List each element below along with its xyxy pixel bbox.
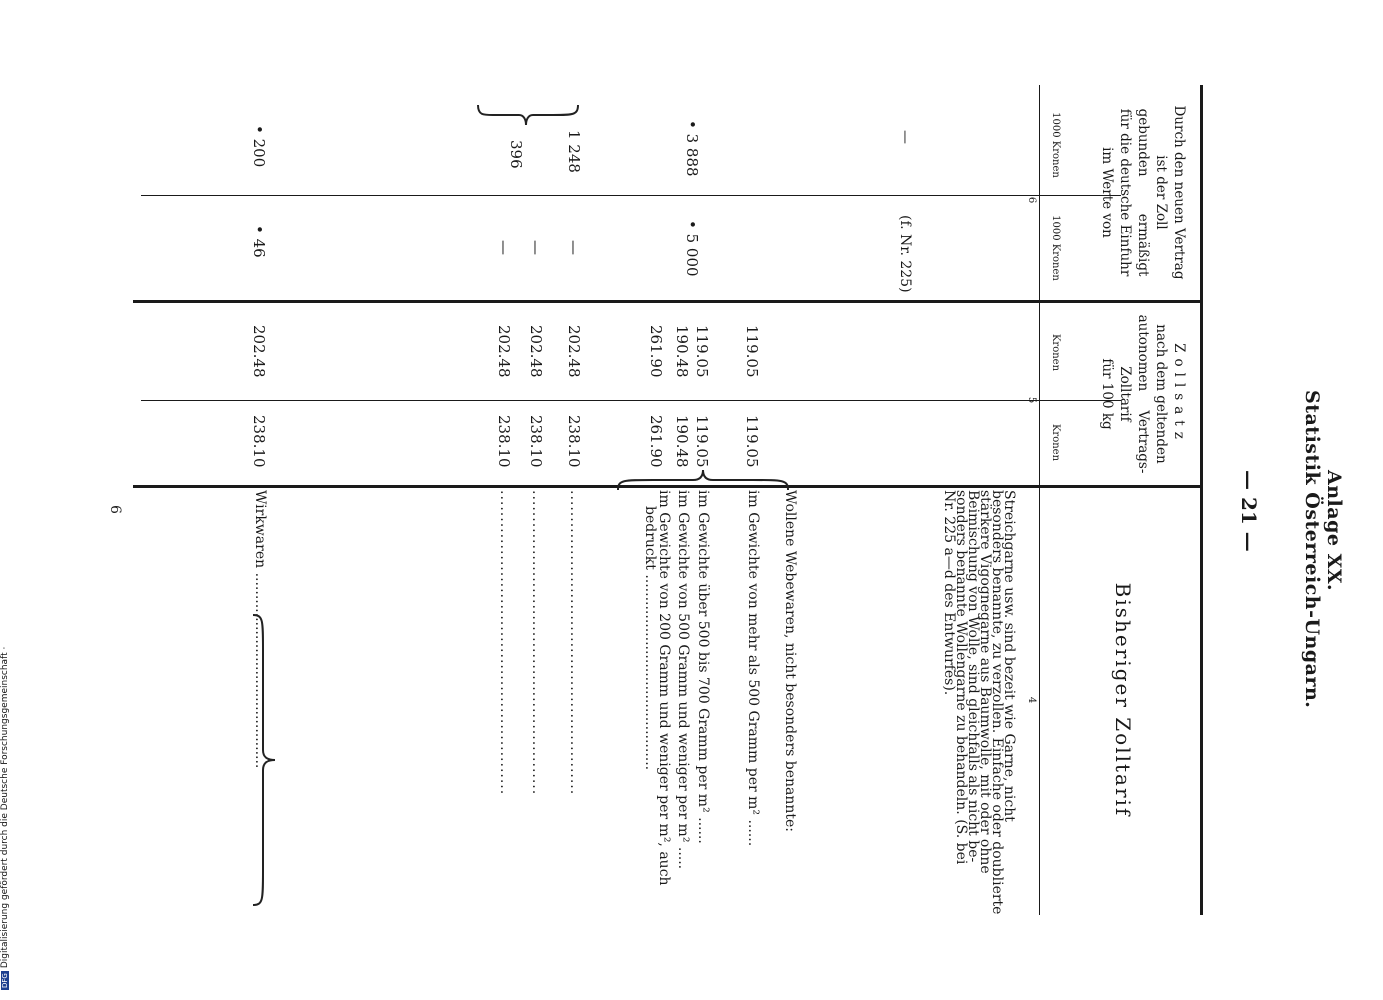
row3-autonom: 119.05	[693, 415, 711, 468]
table-row-over-500: im Gewichte von mehr als 500 Gramm per m² ......	[745, 490, 761, 847]
table-row-dotted-2: ........................................................	[529, 490, 545, 796]
col6-title-line1: Durch den neuen Vertrag	[1171, 105, 1187, 280]
footer-text: Digitalisierung gefördert durch die Deutsche Forschungsgemeinschaft ·	[0, 646, 10, 969]
row8-vertrag: 202.48	[495, 325, 513, 378]
col5-title-line2: nach dem geltenden	[1153, 324, 1169, 464]
row-text-line: stärkere Vigognegarne aus Baumwolle, mit oder ohne	[977, 490, 993, 874]
row4-vertrag: 190.48	[673, 325, 691, 378]
col6-title-line2: ist der Zoll	[1153, 155, 1169, 230]
col-number-4: 4	[1026, 696, 1037, 704]
table-row-dotted-1: ........................................................	[567, 490, 583, 796]
separator-col6-inner	[141, 195, 1121, 196]
dfg-logo: DFG	[1, 973, 9, 988]
row8-autonom: 238.10	[495, 415, 513, 468]
top-rule	[1200, 85, 1203, 915]
row3-vertrag: 119.05	[693, 325, 711, 378]
col6-header	[1098, 90, 1188, 295]
row8-ermaessigt: 396	[507, 140, 525, 169]
row6-vertrag: 202.48	[565, 325, 583, 378]
appendix-title: Anlage XX.	[1323, 470, 1345, 592]
table-row-200-less	[643, 490, 671, 886]
row9-autonom: 238.10	[250, 415, 268, 468]
col5-header	[1098, 305, 1188, 483]
row0-gebunden: (f. Nr. 225)	[897, 215, 913, 293]
table-row-500-less: im Gewichte von 500 Gramm und weniger per m² .....	[675, 490, 691, 870]
row2-vertrag: 119.05	[743, 325, 761, 378]
appendix-subtitle: Statistik Österreich-Ungarn.	[1301, 390, 1323, 709]
row2-autonom: 119.05	[743, 415, 761, 468]
col6-line3: für die deutsche Einfuhr	[1117, 108, 1133, 277]
table-row-heading: Wollene Webewaren, nicht besonders benannte:	[782, 490, 798, 833]
col5-subheads	[1134, 305, 1152, 483]
page-number: — 21 —	[1237, 470, 1261, 552]
header-bottom-rule	[1039, 85, 1040, 915]
table-row-dotted-3: ........................................................	[497, 490, 513, 796]
col5-zolltarif-label: Zolltarif	[1117, 366, 1133, 422]
col5-vertrag-label: Vertrags-	[1135, 410, 1151, 474]
row7-vertrag: 202.48	[527, 325, 545, 378]
col4-title: Bisheriger Zolltarif	[1111, 582, 1135, 818]
brace-dotted-rows	[473, 95, 583, 155]
row0-ermaessigt: —	[897, 130, 913, 144]
row-text-line: Streichgarne usw. sind bezeit wie Garne, nicht	[1001, 490, 1017, 822]
row5-vertrag: 261.90	[647, 325, 665, 378]
table-row-streichgarne	[943, 490, 1015, 914]
row-text-line: Beimischung von Wolle, sind gleichfalls als nicht be-	[965, 490, 981, 863]
row9-gebunden: • 46	[250, 225, 268, 258]
col5-title-line1: Zollsatz	[1171, 343, 1187, 445]
col6-ermaessigt-label: ermäßigt	[1135, 213, 1151, 277]
digitization-footer	[0, 610, 10, 990]
col5-unit-left: Kronen	[1050, 423, 1061, 462]
row-text-line: sonders benannte Wollengarne zu behandeln. (S. bei	[953, 490, 969, 865]
row-text-line: Nr. 225 a—d des Entwurfes).	[941, 490, 957, 696]
row-text-line: besonders benannte, zu verzollen. Einfache oder doublierte	[989, 490, 1005, 915]
col6-gebunden-label: gebunden	[1135, 108, 1151, 177]
row5-autonom: 261.90	[647, 415, 665, 468]
row6-autonom: 238.10	[565, 415, 583, 468]
table-row-500-700: im Gewichte über 500 bis 700 Gramm per m² ......	[695, 490, 711, 844]
row-text-line: im Gewichte von 200 Gramm und weniger per m², auch	[656, 490, 672, 886]
row8-gebunden: —	[495, 240, 513, 255]
brace-webewaren	[613, 300, 793, 500]
col5-autonom-label: autonomen	[1135, 314, 1151, 392]
row3-gebunden: • 5 000	[683, 220, 701, 277]
col6-unit-right: 1000 Kronen	[1050, 112, 1061, 178]
row9-ermaessigt: • 200	[250, 125, 268, 168]
col6-unit-left: 1000 Kronen	[1050, 215, 1061, 281]
row6-gebunden: —	[565, 240, 583, 255]
col5-unit-line: für 100 kg	[1099, 358, 1115, 430]
row6-ermaessigt: 1 248	[565, 130, 583, 173]
col6-subheads	[1134, 90, 1152, 295]
row7-gebunden: —	[527, 240, 545, 255]
row-text-line: bedruckt ............................................	[642, 506, 658, 771]
col5-unit-right: Kronen	[1050, 333, 1061, 372]
bottom-marker: 6	[107, 505, 123, 514]
row7-autonom: 238.10	[527, 415, 545, 468]
row4-autonom: 190.48	[673, 415, 691, 468]
table-row-wirkwaren: Wirkwaren ............................................	[252, 490, 268, 769]
row3-ermaessigt: • 3 888	[683, 120, 701, 177]
col6-line4: im Werte von	[1099, 147, 1115, 238]
row9-vertrag: 202.48	[250, 325, 268, 378]
brace-wirkwaren	[243, 610, 283, 910]
col-number-5: 5	[1026, 396, 1037, 404]
col-number-6: 6	[1026, 196, 1037, 204]
